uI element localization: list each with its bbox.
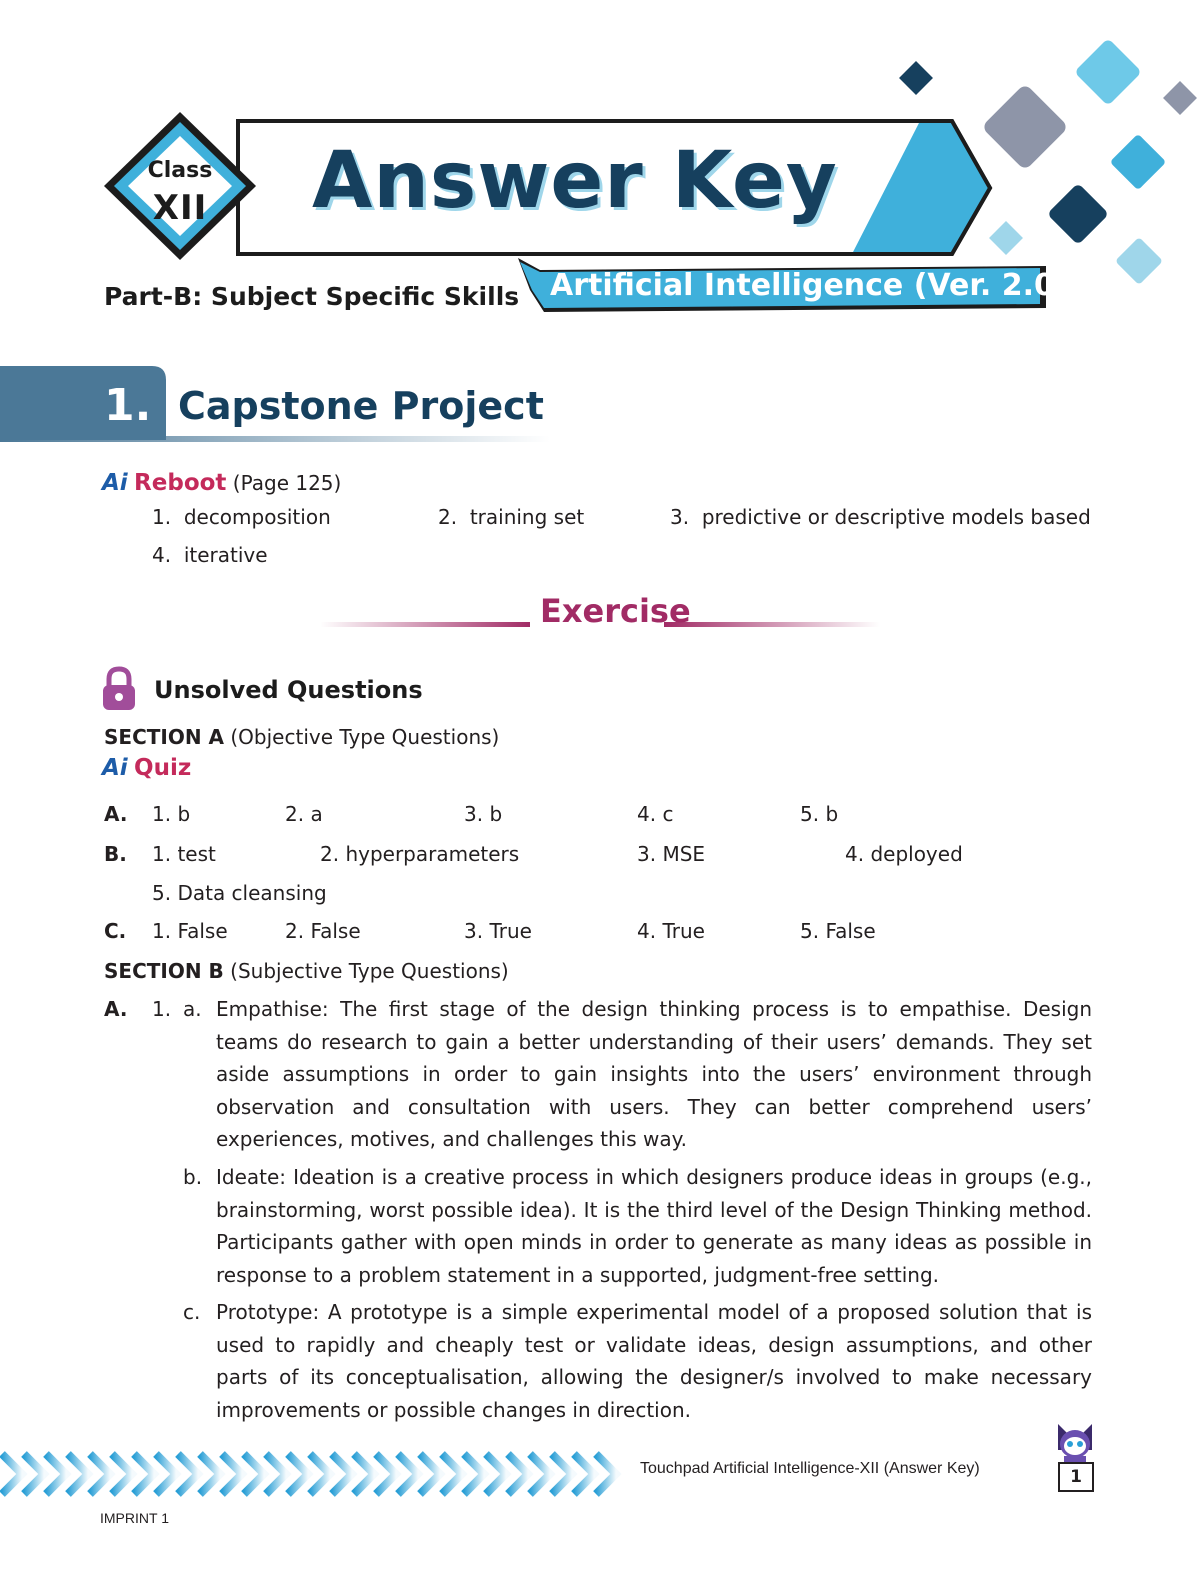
chapter-title: Capstone Project <box>178 384 544 428</box>
answer-item: 4. True <box>637 919 705 943</box>
ai-logo-icon: Ai <box>102 470 128 496</box>
ai-logo-icon: Ai <box>102 755 128 781</box>
mascot-icon <box>1054 1420 1096 1464</box>
row-letter: A. <box>104 997 128 1021</box>
part-label: a. <box>183 997 202 1021</box>
unsolved-heading: Unsolved Questions <box>154 676 423 704</box>
answer-paragraph: Empathise: The first stage of the design thinking process is to empathise. Design teams do research to gain a better understanding of their users’ demands. They set aside assumptions in order to gain insights into the users’ environment through observation and consultation with users. They can better comprehend users’ experiences, motives, and challenges this way. <box>216 997 1092 1151</box>
answer-item: 2. False <box>285 919 361 943</box>
deco-square <box>899 61 933 95</box>
answer-item: 5. Data cleansing <box>152 881 327 905</box>
part-label: Part-B: Subject Specific Skills <box>104 282 520 311</box>
deco-square <box>1115 237 1163 285</box>
deco-square <box>1110 134 1167 191</box>
class-label: Class <box>147 158 213 183</box>
answer-item: 2. a <box>285 802 323 826</box>
reboot-answer: 1. decomposition <box>152 505 331 529</box>
answer-paragraph: Prototype: A prototype is a simple experimental model of a proposed solution that is used to rapidly and cheaply test or validate ideas, design assumptions, and other parts of its conceptualisation, allowing the designer/s involved to make necessary improvements or possible changes in direction. <box>216 1300 1092 1422</box>
reboot-heading <box>102 470 341 496</box>
footer-book-title: Touchpad Artificial Intelligence-XII (Answer Key) <box>640 1460 980 1477</box>
answer-item: 1. b <box>152 802 191 826</box>
answer-item: 5. b <box>800 802 839 826</box>
row-letter: B. <box>104 842 127 866</box>
page-number: 1 <box>1058 1462 1094 1492</box>
reboot-label: Reboot <box>134 470 227 496</box>
part-label: b. <box>183 1165 203 1189</box>
answer-item: 5. False <box>800 919 876 943</box>
deco-square <box>1074 38 1142 106</box>
lock-icon <box>100 666 138 712</box>
deco-square <box>1163 81 1197 115</box>
answer-item: 1. False <box>152 919 228 943</box>
page-title: Answer Key <box>312 136 838 226</box>
deco-square <box>989 221 1023 255</box>
reboot-answer: 3. predictive or descriptive models based <box>670 505 1091 529</box>
question-number: 1. <box>152 997 172 1021</box>
deco-square <box>981 83 1069 171</box>
answer-paragraph: Ideate: Ideation is a creative process in which designers produce ideas in groups (e.g., brainstorming, worst possible idea). It is the third level of the Design Thinking method. Participants gather with open minds in order to generate as many ideas as possible in response to a problem statement in a supported, judgment-free setting. <box>216 1165 1092 1287</box>
row-letter: A. <box>104 802 128 826</box>
chapter-number: 1. <box>104 380 152 431</box>
class-number: XII <box>152 188 208 228</box>
answer-item: 3. True <box>464 919 532 943</box>
reboot-answer: 4. iterative <box>152 543 268 567</box>
quiz-label: Quiz <box>134 755 192 781</box>
subject-label: Artificial Intelligence (Ver. 2.0) <box>550 268 1069 303</box>
answer-item: 3. b <box>464 802 503 826</box>
answer-item: 4. deployed <box>845 842 963 866</box>
answer-item: 2. hyperparameters <box>320 842 520 866</box>
section-b-heading: SECTION B (Subjective Type Questions) <box>104 959 509 983</box>
deco-square <box>1047 183 1109 245</box>
footer-chevrons <box>0 1446 640 1502</box>
exercise-title: Exercise <box>540 592 691 630</box>
answer-item: 1. test <box>152 842 216 866</box>
imprint-label: IMPRINT 1 <box>100 1510 169 1526</box>
row-letter: C. <box>104 919 127 943</box>
quiz-heading <box>102 755 191 781</box>
part-label: c. <box>183 1300 201 1324</box>
section-a-heading: SECTION A (Objective Type Questions) <box>104 725 500 749</box>
answer-item: 3. MSE <box>637 842 706 866</box>
answer-item: 4. c <box>637 802 674 826</box>
reboot-page: (Page 125) <box>232 471 342 495</box>
chapter-underline <box>0 436 550 442</box>
reboot-answer: 2. training set <box>438 505 585 529</box>
